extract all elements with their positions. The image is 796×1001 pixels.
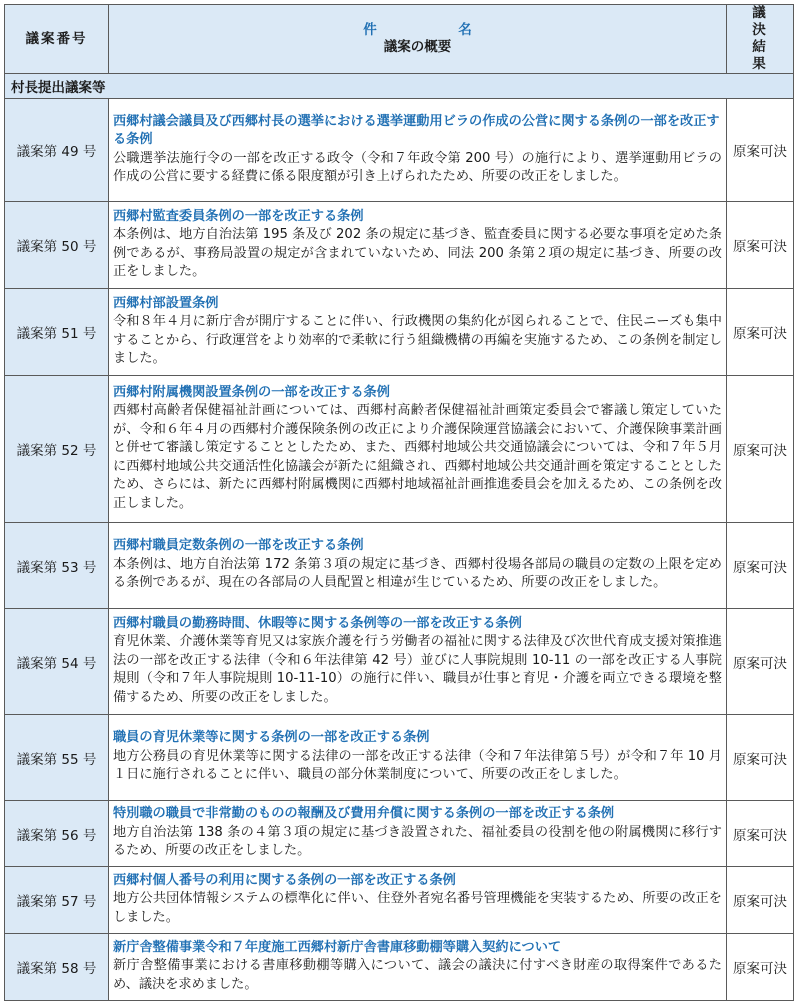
header-bill-number: 議案番号 xyxy=(5,5,109,74)
bill-number: 議案第 57 号 xyxy=(5,867,109,934)
bill-body xyxy=(109,609,727,715)
table-row xyxy=(5,99,794,202)
bill-title: 西郷村職員の勤務時間、休暇等に関する条例等の一部を改正する条例 xyxy=(113,615,522,631)
table-row xyxy=(5,289,794,376)
bill-body xyxy=(109,715,727,801)
bill-number: 議案第 50 号 xyxy=(5,202,109,289)
bill-number: 議案第 53 号 xyxy=(5,523,109,609)
bill-summary: 地方公務員の育児休業等に関する法律の一部を改正する法律（令和７年法律第５号）が令和７年 10 月１日に施行されることに伴い、職員の部分休業制度について、所要の改正をしました。 xyxy=(113,748,722,783)
header-title-line2: 議案の概要 xyxy=(383,39,452,55)
section-label: 村長提出議案等 xyxy=(5,74,794,99)
bill-number: 議案第 55 号 xyxy=(5,715,109,801)
bill-title: 特別職の職員で非常勤のものの報酬及び費用弁償に関する条例の一部を改正する条例 xyxy=(113,806,615,822)
bill-body xyxy=(109,934,727,1001)
header-result xyxy=(727,5,794,74)
table-row xyxy=(5,202,794,289)
bill-body xyxy=(109,99,727,202)
bill-number: 議案第 52 号 xyxy=(5,376,109,523)
bill-summary: 本条例は、地方自治法第 172 条第３項の規定に基づき、西郷村役場各部局の職員の定数の上限を定める条例であるが、現在の各部局の人員配置と相違が生じているため、所要の改正をしました。 xyxy=(113,556,722,591)
bill-number: 議案第 51 号 xyxy=(5,289,109,376)
bill-summary: 新庁舎整備事業における書庫移動棚等購入について、議会の議決に付すべき財産の取得案件であるため、議決を求めました。 xyxy=(113,958,722,992)
bill-summary: 本条例は、地方自治法第 195 条及び 202 条の規定に基づき、監査委員に関する必要な事項を定めた条例であるが、事務局設置の規定が含まれていないため、同法 200 条第２項の規定に基づき、所要の改正をしました。 xyxy=(113,227,722,279)
bill-summary: 西郷村高齢者保健福祉計画については、西郷村高齢者保健福祉計画策定委員会で審議し策定していたが、令和６年４月の西郷村介護保険条例の改正により介護保険運営協議会において、介護保険事業計画と併せて審議し策定することとしたため、また、西郷村地域公共交通協議会については、令和７年５月に西郷村地域公共交通活性化協議会が新たに組織され、西郷村地域公共交通計画を策定することとしたため、さらには、新たに西郷村附属機関に西郷村地域福祉計画推進委員会を加えるため、この条例を改正しました。 xyxy=(113,403,722,511)
bill-body xyxy=(109,202,727,289)
table-row xyxy=(5,934,794,1001)
table-row xyxy=(5,715,794,801)
bill-number: 議案第 54 号 xyxy=(5,609,109,715)
table-row xyxy=(5,867,794,934)
bill-summary: 公職選挙法施行令の一部を改正する政令（令和７年政令第 200 号）の施行により、選挙運動用ビラの作成の公営に要する経費に係る限度額が引き上げられたため、所要の改正をしました。 xyxy=(113,150,722,184)
bill-title: 西郷村個人番号の利用に関する条例の一部を改正する条例 xyxy=(113,872,456,888)
table-header-row xyxy=(5,5,794,74)
bill-title: 職員の育児休業等に関する条例の一部を改正する条例 xyxy=(113,730,430,746)
bill-title: 西郷村監査委員条例の一部を改正する条例 xyxy=(113,208,364,224)
bill-result: 原案可決 xyxy=(727,99,794,202)
bill-summary: 地方公共団体情報システムの標準化に伴い、住登外者宛名番号管理機能を実装するため、所要の改正をしました。 xyxy=(113,891,722,925)
bill-result: 原案可決 xyxy=(727,289,794,376)
bill-body xyxy=(109,376,727,523)
table-row xyxy=(5,376,794,523)
bill-result: 原案可決 xyxy=(727,715,794,801)
bill-result: 原案可決 xyxy=(727,376,794,523)
bill-body xyxy=(109,867,727,934)
bill-title: 西郷村議会議員及び西郷村長の選挙における選挙運動用ビラの作成の公営に関する条例の一部を改正する条例 xyxy=(113,113,720,147)
bill-title: 新庁舎整備事業令和７年度施工西郷村新庁舎書庫移動棚等購入契約について xyxy=(113,939,562,955)
bill-title: 西郷村附属機関設置条例の一部を改正する条例 xyxy=(113,384,390,400)
bill-body xyxy=(109,289,727,376)
bill-result: 原案可決 xyxy=(727,523,794,609)
table-row xyxy=(5,801,794,867)
bill-title: 西郷村部設置条例 xyxy=(113,295,219,311)
bill-summary: 令和８年４月に新庁舎が開庁することに伴い、行政機関の集約化が図られることで、住民ニーズも集中することから、行政運営をより効率的で柔軟に行う組織機構の再編を実施するため、この条例を制定しました。 xyxy=(113,314,722,366)
section-row xyxy=(5,74,794,99)
header-title-line1: 件 名 xyxy=(363,22,506,38)
bills-table xyxy=(4,4,794,1001)
table-row xyxy=(5,609,794,715)
bill-result: 原案可決 xyxy=(727,867,794,934)
bill-number: 議案第 56 号 xyxy=(5,801,109,867)
header-result-line2: 結 果 xyxy=(752,39,796,72)
table-row xyxy=(5,523,794,609)
header-result-line1: 議 決 xyxy=(752,5,796,38)
bill-body xyxy=(109,801,727,867)
bill-result: 原案可決 xyxy=(727,609,794,715)
bill-result: 原案可決 xyxy=(727,934,794,1001)
bill-summary: 地方自治法第 138 条の４第３項の規定に基づき設置された、福祉委員の役割を他の附属機関に移行するため、所要の改正をしました。 xyxy=(113,824,722,859)
bill-result: 原案可決 xyxy=(727,801,794,867)
bill-result: 原案可決 xyxy=(727,202,794,289)
bill-summary: 育児休業、介護休業等育児又は家族介護を行う労働者の福祉に関する法律及び次世代育成支援対策推進法の一部を改正する法律（令和６年法律第 42 号）並びに人事院規則 10-11 の一部を改正する人事院規則（令和７年人事院規則 10-11-10）の施行に伴い、職員が仕事と育児・介護を両立できる環境を整備するため、所要の改正をしました。 xyxy=(113,634,722,705)
bill-number: 議案第 49 号 xyxy=(5,99,109,202)
header-title xyxy=(109,5,727,74)
bill-number: 議案第 58 号 xyxy=(5,934,109,1001)
bill-title: 西郷村職員定数条例の一部を改正する条例 xyxy=(113,538,364,554)
bill-body xyxy=(109,523,727,609)
